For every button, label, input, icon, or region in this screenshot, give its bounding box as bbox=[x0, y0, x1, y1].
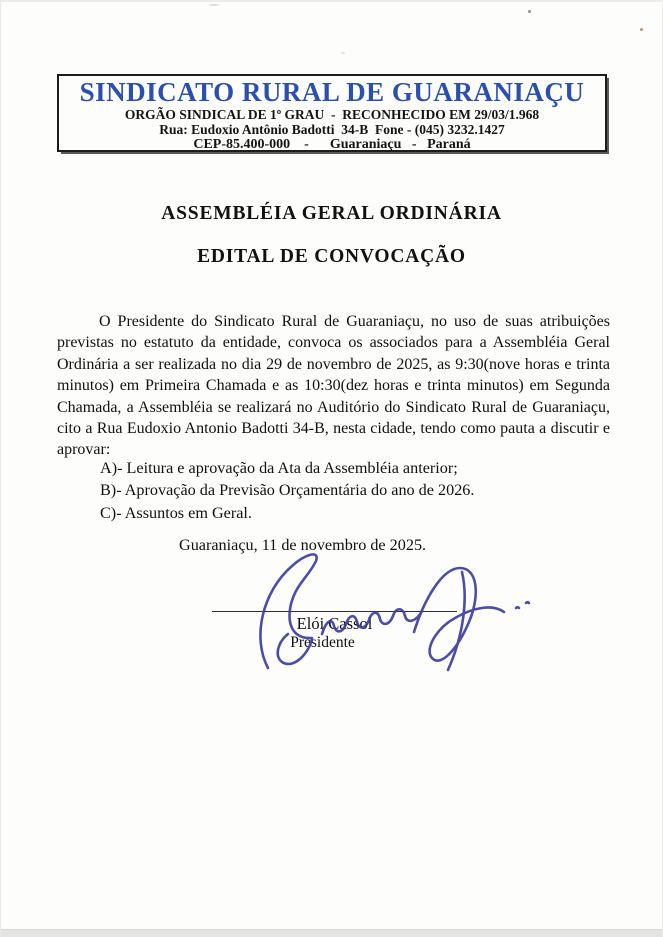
document-title-assembly: ASSEMBLÉIA GERAL ORDINÁRIA bbox=[161, 203, 502, 224]
letterhead-cep-city-line: CEP-85.400-000 - Guaraniaçu - Paraná bbox=[193, 137, 471, 152]
document-title-edict: EDITAL DE CONVOCAÇÃO bbox=[197, 246, 466, 267]
letterhead-address-phone-line: Rua: Eudoxio Antônio Badotti 34-B Fone - (045) 3232.1427 bbox=[159, 122, 505, 137]
place-and-date-line: Guaraniaçu, 11 de novembro de 2025. bbox=[179, 536, 427, 554]
agenda-item-a: A)- Leitura e aprovação da Ata da Assembléia anterior; bbox=[100, 459, 458, 477]
agenda-item-c: C)- Assuntos em Geral. bbox=[100, 503, 252, 522]
scan-edge-top bbox=[0, 0, 663, 2]
scan-edge-left bbox=[0, 0, 1, 936]
agenda-list bbox=[100, 457, 580, 524]
letterhead-registration-line: ORGÃO SINDICAL DE 1º GRAU - RECONHECIDO EM 29/03/1.968 bbox=[124, 107, 540, 122]
scan-noise-speck bbox=[640, 28, 643, 31]
agenda-item-b: B)- Aprovação da Previsão Orçamentária do ano de 2026. bbox=[100, 481, 475, 500]
scan-noise-speck bbox=[341, 52, 345, 54]
signer-role: Presidente bbox=[290, 634, 355, 651]
signer-name: Elói Cassol bbox=[296, 614, 373, 633]
signature-rule-line bbox=[212, 611, 457, 612]
convocation-body-paragraph: O Presidente do Sindicato Rural de Guaraniaçu, no uso de suas atribuições previstas no estatuto da entidade, convoca os associados para a Assembléia Geral Ordinária a ser realizada no dia 29 de novembro de 2025, as 9:30(nove horas e trinta minutos) em Primeira Chamada e as 10:30(dez horas e trinta minutos) em Segunda Chamada, a Assembléia se realizará no Auditório do Sindicato Rural de Guaraniaçu, cito a Rua Eudoxio Antonio Badotti 34-B, nesta cidade, tendo como pauta a discutir e aprovar: bbox=[57, 313, 610, 459]
organization-name: SINDICATO RURAL DE GUARANIAÇU bbox=[79, 77, 585, 107]
scan-noise-speck bbox=[528, 10, 531, 13]
scan-noise-speck bbox=[209, 4, 219, 6]
letterhead-box bbox=[57, 74, 607, 152]
